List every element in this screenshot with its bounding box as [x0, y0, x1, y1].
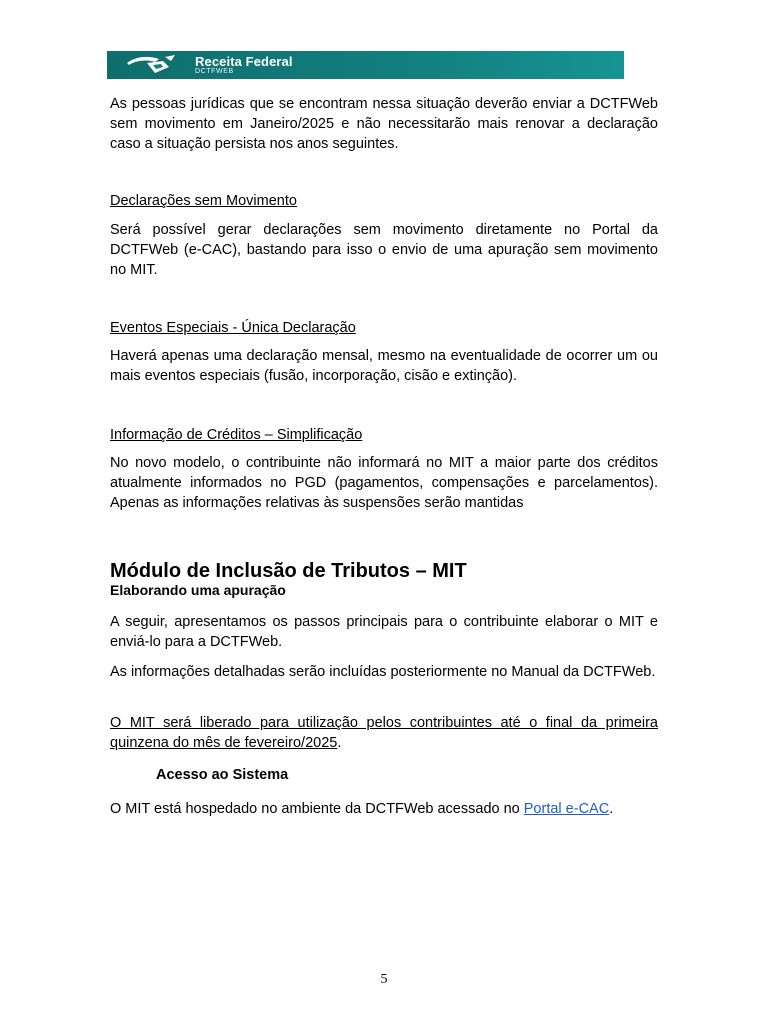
portal-ecac-link[interactable]: Portal e-CAC — [523, 801, 610, 817]
mit-subtitle: Elaborando uma apuração — [110, 582, 286, 598]
mit-release-notice — [110, 713, 658, 753]
receita-federal-logo-icon — [125, 53, 177, 77]
access-paragraph — [110, 799, 658, 819]
access-text: O MIT está hospedado no ambiente da DCTFWeb acessado no — [110, 801, 524, 817]
mit-paragraph-2: As informações detalhadas serão incluídas posteriormente no Manual da DCTFWeb. — [110, 664, 656, 680]
brand-title: Receita Federal — [195, 54, 293, 69]
brand-subtitle: DCTFWEB — [195, 68, 234, 75]
section-heading-creditos: Informação de Créditos – Simplificação — [110, 427, 363, 443]
access-period: . — [609, 801, 614, 817]
section-text-eventos-especiais: Haverá apenas uma declaração mensal, mesmo na eventualidade de ocorrer um ou mais eventos especiais (fusão, incorporação, cisão e extinção). — [110, 348, 658, 384]
section-text-sem-movimento: Será possível gerar declarações sem movimento diretamente no Portal da DCTFWeb (e-CAC), bastando para isso o envio de uma apuração sem movimento no MIT. — [110, 222, 658, 278]
header-banner — [107, 51, 624, 79]
mit-title: Módulo de Inclusão de Tributos – MIT — [110, 560, 467, 582]
intro-paragraph: As pessoas jurídicas que se encontram nessa situação deverão enviar a DCTFWeb sem movimento em Janeiro/2025 e não necessitarão mais renovar a declaração caso a situação persista nos anos seguintes. — [110, 96, 658, 152]
section-text-creditos: No novo modelo, o contribuinte não informará no MIT a maior parte dos créditos atualmente informados no PGD (pagamentos, compensações e parcelamentos). Apenas as informações relativas às suspensões serão mantidas — [110, 455, 658, 511]
section-heading-eventos-especiais: Eventos Especiais - Única Declaração — [110, 320, 356, 336]
mit-release-underlined: O MIT será liberado para utilização pelos contribuintes até o final da primeira quinzena do mês de fevereiro/2025 — [110, 715, 658, 751]
page-number: 5 — [380, 972, 388, 987]
section-heading-sem-movimento: Declarações sem Movimento — [110, 193, 297, 209]
mit-release-period: . — [337, 735, 342, 751]
mit-paragraph-1: A seguir, apresentamos os passos principais para o contribuinte elaborar o MIT e enviá-lo para a DCTFWeb. — [110, 614, 658, 650]
access-heading: Acesso ao Sistema — [156, 767, 289, 783]
